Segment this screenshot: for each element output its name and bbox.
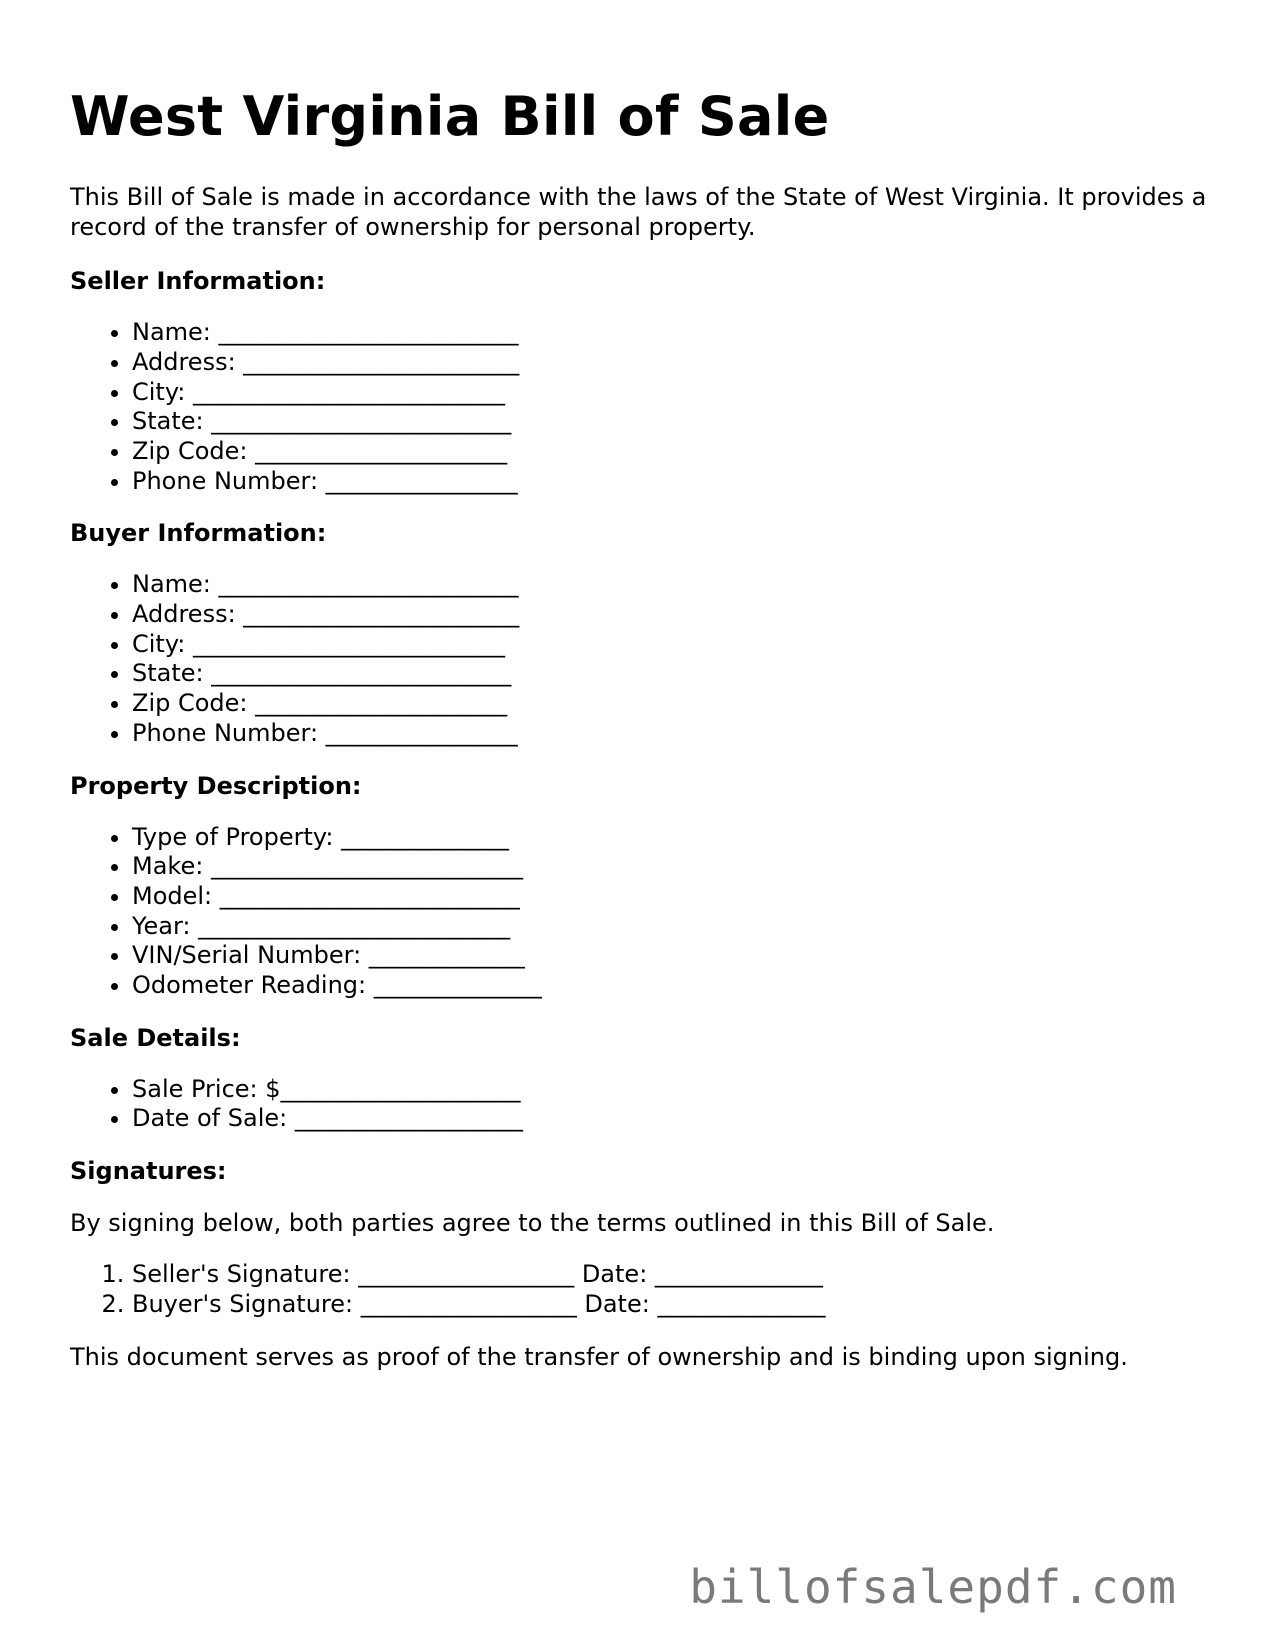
page-title: West Virginia Bill of Sale [70,85,830,148]
buyer-city-field: • City: __________________________ [132,630,1220,660]
buyer-section [70,518,1220,748]
seller-city-field: • City: __________________________ [132,378,1220,408]
property-make-field: • Make: __________________________ [132,852,1220,882]
seller-zip-field: • Zip Code: _____________________ [132,437,1220,467]
property-fields-list [70,823,1220,1001]
buyer-address-field: • Address: _______________________ [132,600,1220,630]
buyer-signature-line: 2. Buyer's Signature: __________________ Date: ______________ [132,1290,1220,1320]
property-type-field: • Type of Property: ______________ [132,823,1220,853]
property-model-field: • Model: _________________________ [132,882,1220,912]
buyer-name-field: • Name: _________________________ [132,570,1220,600]
buyer-zip-field: • Zip Code: _____________________ [132,689,1220,719]
seller-state-field: • State: _________________________ [132,407,1220,437]
watermark: billofsalepdf.com [689,1560,1177,1614]
intro-paragraph: This Bill of Sale is made in accordance with the laws of the State of West Virginia. It provides a record of the transfer of ownership for personal property. [70,183,1207,242]
seller-signature-line: 1. Seller's Signature: __________________ Date: ______________ [132,1260,1220,1290]
sale-date-field: • Date of Sale: ___________________ [132,1104,1220,1134]
seller-name-field: • Name: _________________________ [132,318,1220,348]
buyer-phone-field: • Phone Number: ________________ [132,719,1220,749]
buyer-state-field: • State: _________________________ [132,659,1220,689]
sale-fields-list [70,1075,1220,1134]
sale-price-field: • Sale Price: $____________________ [132,1075,1220,1105]
seller-section [70,266,1220,496]
buyer-fields-list [70,570,1220,748]
signatures-intro: By signing below, both parties agree to the terms outlined in this Bill of Sale. [70,1209,995,1238]
property-heading: Property Description: [70,771,362,800]
property-odometer-field: • Odometer Reading: ______________ [132,971,1220,1001]
buyer-heading: Buyer Information: [70,519,327,548]
signatures-section [70,1156,1220,1319]
property-section [70,771,1220,1001]
seller-address-field: • Address: _______________________ [132,348,1220,378]
property-vin-field: • VIN/Serial Number: _____________ [132,941,1220,971]
signatures-heading: Signatures: [70,1157,227,1186]
seller-fields-list [70,318,1220,496]
seller-heading: Seller Information: [70,267,326,296]
property-year-field: • Year: __________________________ [132,912,1220,942]
closing-statement: This document serves as proof of the transfer of ownership and is binding upon signing. [70,1342,1128,1371]
sale-heading: Sale Details: [70,1023,241,1052]
seller-phone-field: • Phone Number: ________________ [132,467,1220,497]
signature-lines-list [70,1260,1220,1319]
sale-section [70,1023,1220,1134]
document-page [70,86,1220,1372]
